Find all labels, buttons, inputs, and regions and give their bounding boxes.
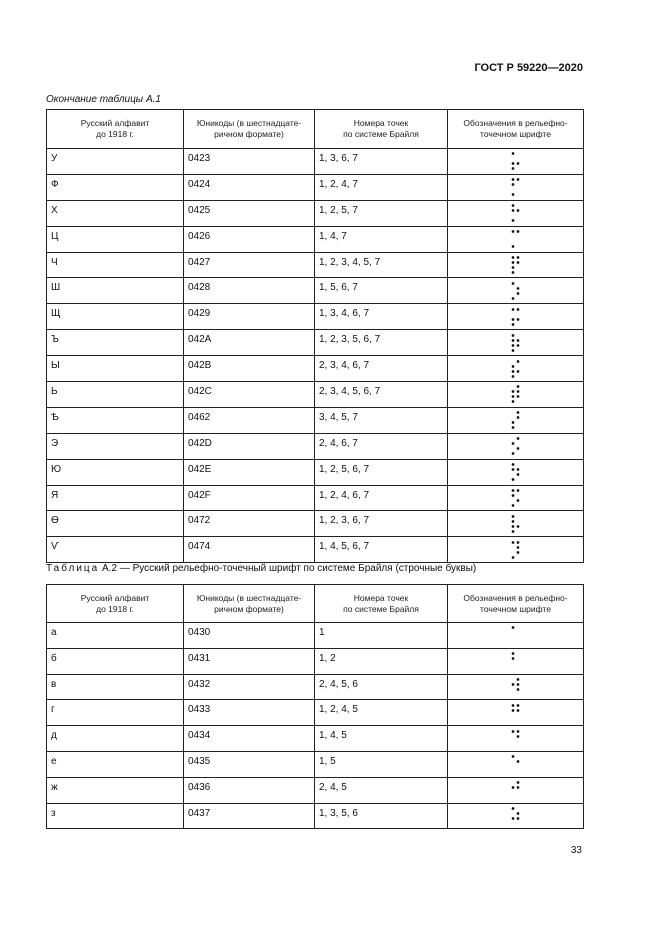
braille-dot-5 bbox=[516, 683, 519, 686]
braille-cell-icon bbox=[510, 625, 522, 645]
braille-dot-2 bbox=[511, 339, 514, 342]
braille-dot-1 bbox=[511, 652, 514, 655]
table-row bbox=[47, 777, 584, 803]
dot-numbers-cell: 1, 2, 3, 6, 7 bbox=[315, 511, 448, 537]
braille-dot-4 bbox=[516, 256, 519, 259]
braille-dot-5 bbox=[516, 735, 519, 738]
braille-cell-icon bbox=[510, 514, 522, 534]
table-row bbox=[47, 623, 584, 649]
braille-dot-2 bbox=[511, 709, 514, 712]
dot-numbers-cell: 2, 4, 6, 7 bbox=[315, 433, 448, 459]
letter-cell: Ѣ bbox=[47, 407, 184, 433]
braille-cell-icon bbox=[510, 410, 522, 430]
unicode-cell: 0434 bbox=[184, 726, 315, 752]
braille-dot-6 bbox=[516, 163, 519, 166]
column-header-unicode: Юникоды (в шестнадцате- ричном формате) bbox=[184, 110, 315, 149]
table-row bbox=[47, 252, 584, 278]
braille-dot-4 bbox=[516, 541, 519, 544]
braille-symbol-cell bbox=[448, 433, 584, 459]
braille-dot-7 bbox=[511, 504, 514, 507]
braille-dot-7 bbox=[511, 556, 514, 559]
unicode-cell: 042B bbox=[184, 356, 315, 382]
braille-cell-icon bbox=[510, 384, 522, 404]
braille-dot-7 bbox=[511, 168, 514, 171]
dot-numbers-cell: 1, 2, 5, 7 bbox=[315, 200, 448, 226]
braille-dot-6 bbox=[516, 473, 519, 476]
braille-dot-4 bbox=[516, 437, 519, 440]
table-row bbox=[47, 356, 584, 382]
braille-dot-2 bbox=[511, 520, 514, 523]
table-row bbox=[47, 278, 584, 304]
table-row bbox=[47, 174, 584, 200]
braille-dot-5 bbox=[516, 416, 519, 419]
table-row bbox=[47, 485, 584, 511]
braille-dot-5 bbox=[516, 468, 519, 471]
braille-dot-2 bbox=[511, 261, 514, 264]
dot-numbers-cell: 1 bbox=[315, 623, 448, 649]
braille-dot-2 bbox=[511, 494, 514, 497]
letter-cell: Ѳ bbox=[47, 511, 184, 537]
braille-dot-4 bbox=[516, 704, 519, 707]
letter-cell: г bbox=[47, 700, 184, 726]
letter-cell: Ч bbox=[47, 252, 184, 278]
unicode-cell: 0429 bbox=[184, 304, 315, 330]
braille-table-uppercase-end bbox=[46, 109, 584, 563]
braille-dot-5 bbox=[516, 812, 519, 815]
braille-cell-icon bbox=[510, 177, 522, 197]
braille-dot-2 bbox=[511, 365, 514, 368]
dot-numbers-cell: 1, 3, 6, 7 bbox=[315, 149, 448, 175]
braille-symbol-cell bbox=[448, 511, 584, 537]
braille-dot-7 bbox=[511, 530, 514, 533]
braille-symbol-cell bbox=[448, 674, 584, 700]
letter-cell: а bbox=[47, 623, 184, 649]
braille-dot-4 bbox=[516, 308, 519, 311]
braille-dot-4 bbox=[516, 489, 519, 492]
braille-cell-icon bbox=[510, 229, 522, 249]
braille-dot-1 bbox=[511, 704, 514, 707]
braille-dot-4 bbox=[516, 730, 519, 733]
braille-dot-3 bbox=[511, 163, 514, 166]
column-header-alphabet: Русский алфавит до 1918 г. bbox=[47, 110, 184, 149]
dot-numbers-cell: 1, 2, 3, 5, 6, 7 bbox=[315, 330, 448, 356]
braille-dot-2 bbox=[511, 786, 514, 789]
braille-dot-4 bbox=[516, 781, 519, 784]
braille-cell-icon bbox=[510, 333, 522, 353]
unicode-cell: 0462 bbox=[184, 407, 315, 433]
table-row bbox=[47, 700, 584, 726]
braille-dot-7 bbox=[511, 452, 514, 455]
braille-cell-icon bbox=[510, 203, 522, 223]
table-row bbox=[47, 330, 584, 356]
braille-dot-7 bbox=[511, 245, 514, 248]
unicode-cell: 0472 bbox=[184, 511, 315, 537]
unicode-cell: 042C bbox=[184, 382, 315, 408]
dot-numbers-cell: 2, 4, 5 bbox=[315, 777, 448, 803]
braille-dot-6 bbox=[516, 447, 519, 450]
dot-numbers-cell: 1, 2, 3, 4, 5, 7 bbox=[315, 252, 448, 278]
table-row bbox=[47, 382, 584, 408]
braille-dot-6 bbox=[516, 525, 519, 528]
braille-dot-4 bbox=[516, 678, 519, 681]
letter-cell: Ц bbox=[47, 226, 184, 252]
unicode-cell: 0432 bbox=[184, 674, 315, 700]
braille-dot-3 bbox=[511, 396, 514, 399]
braille-dot-2 bbox=[511, 657, 514, 660]
braille-dot-2 bbox=[511, 209, 514, 212]
unicode-cell: 042A bbox=[184, 330, 315, 356]
braille-dot-3 bbox=[511, 318, 514, 321]
braille-dot-1 bbox=[511, 178, 514, 181]
braille-dot-7 bbox=[511, 193, 514, 196]
unicode-cell: 0428 bbox=[184, 278, 315, 304]
braille-cell-icon bbox=[510, 436, 522, 456]
braille-dot-5 bbox=[516, 761, 519, 764]
table-row bbox=[47, 459, 584, 485]
braille-dot-3 bbox=[511, 344, 514, 347]
braille-symbol-cell bbox=[448, 700, 584, 726]
braille-table-lowercase bbox=[46, 584, 584, 829]
braille-symbol-cell bbox=[448, 252, 584, 278]
dot-numbers-cell: 1, 5 bbox=[315, 751, 448, 777]
braille-dot-7 bbox=[511, 426, 514, 429]
unicode-cell: 042E bbox=[184, 459, 315, 485]
braille-dot-4 bbox=[516, 411, 519, 414]
braille-cell-icon bbox=[510, 151, 522, 171]
braille-dot-1 bbox=[511, 282, 514, 285]
table-row bbox=[47, 648, 584, 674]
braille-dot-4 bbox=[516, 360, 519, 363]
column-header-braille-symbol: Обозначения в рельефно- точечном шрифте bbox=[448, 585, 584, 623]
braille-symbol-cell bbox=[448, 777, 584, 803]
letter-cell: ж bbox=[47, 777, 184, 803]
braille-cell-icon bbox=[510, 677, 522, 697]
letter-cell: Ш bbox=[47, 278, 184, 304]
table-row bbox=[47, 304, 584, 330]
braille-dot-2 bbox=[511, 683, 514, 686]
braille-cell-icon bbox=[510, 255, 522, 275]
unicode-cell: 0433 bbox=[184, 700, 315, 726]
dot-numbers-cell: 1, 5, 6, 7 bbox=[315, 278, 448, 304]
braille-cell-icon bbox=[510, 281, 522, 301]
braille-symbol-cell bbox=[448, 304, 584, 330]
letter-cell: Э bbox=[47, 433, 184, 459]
braille-dot-7 bbox=[511, 375, 514, 378]
table-row bbox=[47, 149, 584, 175]
unicode-cell: 0425 bbox=[184, 200, 315, 226]
braille-symbol-cell bbox=[448, 149, 584, 175]
braille-symbol-cell bbox=[448, 407, 584, 433]
letter-cell: Ѵ bbox=[47, 537, 184, 563]
braille-dot-4 bbox=[516, 386, 519, 389]
braille-dot-6 bbox=[516, 370, 519, 373]
braille-dot-3 bbox=[511, 817, 514, 820]
braille-dot-7 bbox=[511, 297, 514, 300]
braille-dot-3 bbox=[511, 266, 514, 269]
braille-dot-6 bbox=[516, 499, 519, 502]
dot-numbers-cell: 1, 2, 4, 6, 7 bbox=[315, 485, 448, 511]
dot-numbers-cell: 1, 4, 5 bbox=[315, 726, 448, 752]
braille-dot-5 bbox=[516, 546, 519, 549]
unicode-cell: 0424 bbox=[184, 174, 315, 200]
braille-dot-4 bbox=[516, 178, 519, 181]
braille-dot-1 bbox=[511, 627, 514, 630]
table-row bbox=[47, 726, 584, 752]
dot-numbers-cell: 1, 3, 4, 6, 7 bbox=[315, 304, 448, 330]
table-row bbox=[47, 511, 584, 537]
braille-dot-1 bbox=[511, 153, 514, 156]
braille-cell-icon bbox=[510, 806, 522, 826]
braille-dot-7 bbox=[511, 323, 514, 326]
letter-cell: е bbox=[47, 751, 184, 777]
braille-dot-4 bbox=[516, 230, 519, 233]
braille-dot-1 bbox=[511, 807, 514, 810]
braille-cell-icon bbox=[510, 359, 522, 379]
table-row bbox=[47, 751, 584, 777]
braille-dot-6 bbox=[516, 292, 519, 295]
braille-symbol-cell bbox=[448, 648, 584, 674]
braille-cell-icon bbox=[510, 703, 522, 723]
braille-cell-icon bbox=[510, 754, 522, 774]
braille-dot-6 bbox=[516, 344, 519, 347]
unicode-cell: 0437 bbox=[184, 803, 315, 829]
dot-numbers-cell: 1, 2, 4, 7 bbox=[315, 174, 448, 200]
letter-cell: Ъ bbox=[47, 330, 184, 356]
letter-cell: Щ bbox=[47, 304, 184, 330]
braille-dot-7 bbox=[511, 219, 514, 222]
braille-cell-icon bbox=[510, 540, 522, 560]
braille-dot-5 bbox=[516, 209, 519, 212]
braille-cell-icon bbox=[510, 462, 522, 482]
unicode-cell: 042F bbox=[184, 485, 315, 511]
braille-symbol-cell bbox=[448, 174, 584, 200]
unicode-cell: 0427 bbox=[184, 252, 315, 278]
column-header-alphabet: Русский алфавит до 1918 г. bbox=[47, 585, 184, 623]
braille-dot-3 bbox=[511, 421, 514, 424]
table-row bbox=[47, 803, 584, 829]
dot-numbers-cell: 2, 4, 5, 6 bbox=[315, 674, 448, 700]
column-header-braille-symbol: Обозначения в рельефно- точечном шрифте bbox=[448, 110, 584, 149]
braille-symbol-cell bbox=[448, 356, 584, 382]
letter-cell: Ф bbox=[47, 174, 184, 200]
dot-numbers-cell: 1, 2 bbox=[315, 648, 448, 674]
unicode-cell: 0436 bbox=[184, 777, 315, 803]
table-row bbox=[47, 537, 584, 563]
table-row bbox=[47, 674, 584, 700]
braille-dot-7 bbox=[511, 349, 514, 352]
braille-symbol-cell bbox=[448, 330, 584, 356]
braille-dot-1 bbox=[511, 489, 514, 492]
braille-dot-5 bbox=[516, 391, 519, 394]
braille-symbol-cell bbox=[448, 200, 584, 226]
unicode-cell: 0435 bbox=[184, 751, 315, 777]
braille-dot-6 bbox=[516, 688, 519, 691]
braille-symbol-cell bbox=[448, 803, 584, 829]
letter-cell: Ь bbox=[47, 382, 184, 408]
braille-symbol-cell bbox=[448, 537, 584, 563]
unicode-cell: 042D bbox=[184, 433, 315, 459]
unicode-cell: 0474 bbox=[184, 537, 315, 563]
table-row bbox=[47, 200, 584, 226]
braille-symbol-cell bbox=[448, 278, 584, 304]
letter-cell: Ю bbox=[47, 459, 184, 485]
column-header-unicode: Юникоды (в шестнадцате- ричном формате) bbox=[184, 585, 315, 623]
unicode-cell: 0431 bbox=[184, 648, 315, 674]
table1-caption: Окончание таблицы А.1 bbox=[46, 94, 161, 105]
braille-dot-1 bbox=[511, 334, 514, 337]
dot-numbers-cell: 1, 2, 5, 6, 7 bbox=[315, 459, 448, 485]
page-number: 33 bbox=[570, 845, 582, 856]
braille-dot-6 bbox=[516, 318, 519, 321]
braille-symbol-cell bbox=[448, 485, 584, 511]
column-header-dot-numbers: Номера точек по системе Брайля bbox=[315, 585, 448, 623]
braille-cell-icon bbox=[510, 651, 522, 671]
table-header-row bbox=[47, 110, 584, 149]
dot-numbers-cell: 1, 3, 5, 6 bbox=[315, 803, 448, 829]
letter-cell: Я bbox=[47, 485, 184, 511]
braille-dot-7 bbox=[511, 401, 514, 404]
braille-symbol-cell bbox=[448, 226, 584, 252]
table-header-row bbox=[47, 585, 584, 623]
braille-cell-icon bbox=[510, 780, 522, 800]
braille-dot-5 bbox=[516, 261, 519, 264]
braille-dot-7 bbox=[511, 478, 514, 481]
braille-dot-3 bbox=[511, 525, 514, 528]
table-row bbox=[47, 407, 584, 433]
braille-cell-icon bbox=[510, 729, 522, 749]
braille-dot-1 bbox=[511, 756, 514, 759]
letter-cell: з bbox=[47, 803, 184, 829]
braille-dot-1 bbox=[511, 204, 514, 207]
letter-cell: б bbox=[47, 648, 184, 674]
braille-dot-1 bbox=[511, 463, 514, 466]
braille-dot-1 bbox=[511, 541, 514, 544]
braille-cell-icon bbox=[510, 307, 522, 327]
letter-cell: У bbox=[47, 149, 184, 175]
unicode-cell: 0426 bbox=[184, 226, 315, 252]
braille-dot-2 bbox=[511, 468, 514, 471]
braille-dot-5 bbox=[516, 786, 519, 789]
dot-numbers-cell: 2, 3, 4, 5, 6, 7 bbox=[315, 382, 448, 408]
letter-cell: Ы bbox=[47, 356, 184, 382]
braille-symbol-cell bbox=[448, 726, 584, 752]
braille-symbol-cell bbox=[448, 751, 584, 777]
braille-dot-1 bbox=[511, 308, 514, 311]
braille-dot-6 bbox=[516, 551, 519, 554]
dot-numbers-cell: 1, 2, 4, 5 bbox=[315, 700, 448, 726]
column-header-dot-numbers: Номера точек по системе Брайля bbox=[315, 110, 448, 149]
braille-dot-6 bbox=[516, 817, 519, 820]
braille-dot-5 bbox=[516, 709, 519, 712]
letter-cell: д bbox=[47, 726, 184, 752]
dot-numbers-cell: 3, 4, 5, 7 bbox=[315, 407, 448, 433]
braille-dot-5 bbox=[516, 287, 519, 290]
letter-cell: Х bbox=[47, 200, 184, 226]
document-code: ГОСТ Р 59220—2020 bbox=[474, 62, 583, 74]
braille-dot-1 bbox=[511, 256, 514, 259]
unicode-cell: 0430 bbox=[184, 623, 315, 649]
dot-numbers-cell: 1, 4, 5, 6, 7 bbox=[315, 537, 448, 563]
braille-dot-1 bbox=[511, 730, 514, 733]
table-row bbox=[47, 226, 584, 252]
braille-dot-7 bbox=[511, 271, 514, 274]
unicode-cell: 0423 bbox=[184, 149, 315, 175]
dot-numbers-cell: 2, 3, 4, 6, 7 bbox=[315, 356, 448, 382]
braille-dot-5 bbox=[516, 339, 519, 342]
table2-caption bbox=[46, 563, 476, 574]
braille-symbol-cell bbox=[448, 459, 584, 485]
braille-dot-2 bbox=[511, 442, 514, 445]
dot-numbers-cell: 1, 4, 7 bbox=[315, 226, 448, 252]
braille-dot-2 bbox=[511, 391, 514, 394]
braille-dot-1 bbox=[511, 515, 514, 518]
letter-cell: в bbox=[47, 674, 184, 700]
braille-symbol-cell bbox=[448, 382, 584, 408]
braille-symbol-cell bbox=[448, 623, 584, 649]
braille-cell-icon bbox=[510, 488, 522, 508]
braille-dot-1 bbox=[511, 230, 514, 233]
table-row bbox=[47, 433, 584, 459]
braille-dot-3 bbox=[511, 370, 514, 373]
braille-dot-6 bbox=[516, 396, 519, 399]
table2-caption-label: Таблица bbox=[46, 563, 100, 574]
braille-dot-2 bbox=[511, 183, 514, 186]
table2-caption-title: А.2 — Русский рельефно-точечный шрифт по системе Брайля (строчные буквы) bbox=[99, 563, 477, 574]
